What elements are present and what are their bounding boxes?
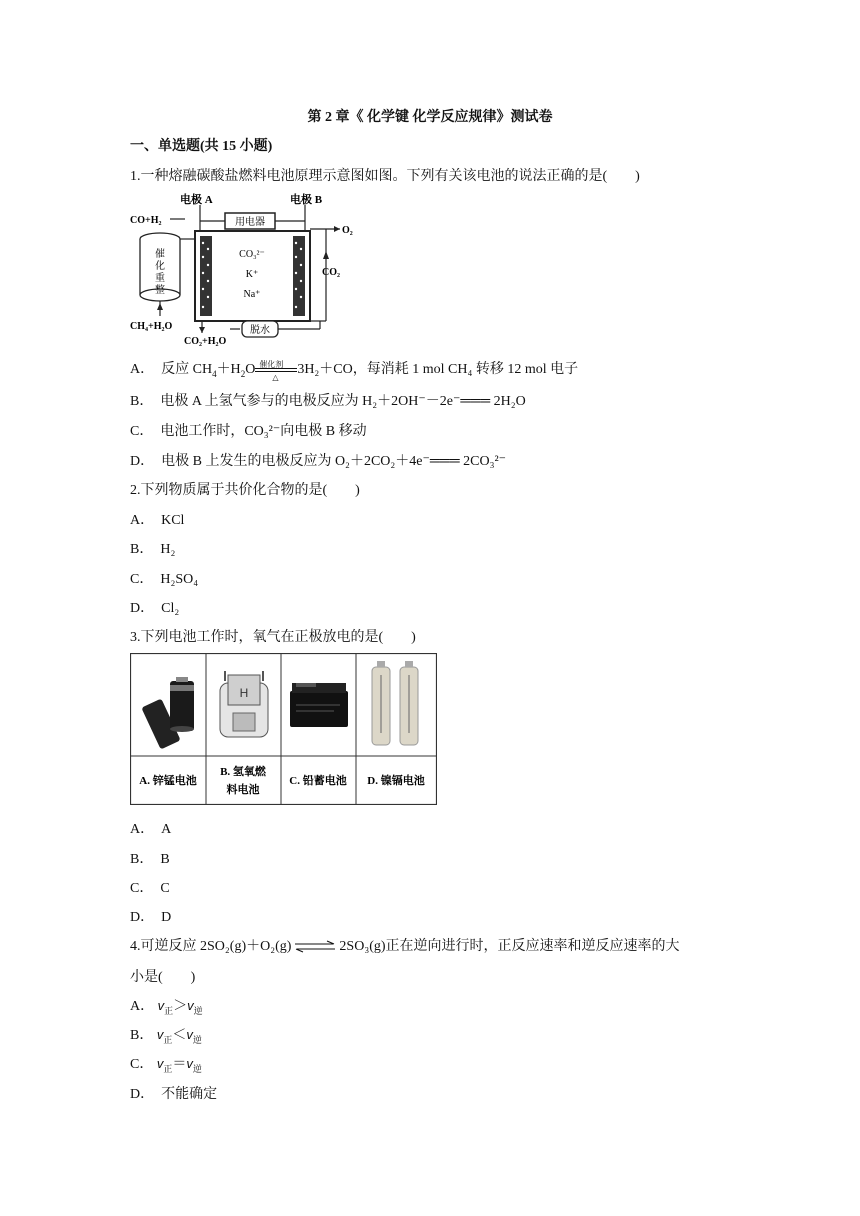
electrode-b-label: 电极 B bbox=[290, 194, 323, 206]
label-b-fuel-cell-line1: B. 氢氧燃 bbox=[220, 766, 266, 778]
q2-option-a: A． KCl bbox=[130, 513, 185, 528]
fuel-cell-svg bbox=[130, 191, 360, 347]
ion-co3: CO₃²⁻ bbox=[239, 249, 265, 260]
q1-option-a-prefix: A． 反应 CH bbox=[130, 362, 213, 377]
q1-stem: 1.一种熔融碳酸盐燃料电池原理示意图如图。下列有关该电池的说法正确的是( ) bbox=[130, 169, 640, 184]
q4-stem-part2: 2SO₃(g)正在逆向进行时，正反应速率和逆反应速率的大 bbox=[339, 939, 680, 954]
q4-stem-part1: 4.可逆反应 2SO₂(g)＋O₂(g) bbox=[130, 939, 292, 954]
v-symbol: v bbox=[156, 1027, 164, 1042]
operator-gt: ＞ bbox=[173, 999, 188, 1014]
svg-text:H: H bbox=[239, 686, 249, 700]
appliance-label: 用电器 bbox=[235, 217, 265, 228]
q2-option-d: D． Cl₂ bbox=[130, 601, 180, 616]
page-title: 第 2 章《 化学键 化学反应规律》测试卷 bbox=[307, 110, 553, 125]
label-a-zinc-manganese: A. 锌锰电池 bbox=[139, 775, 197, 787]
section-heading: 一、单选题(共 15 小题) bbox=[130, 139, 273, 154]
subscript-forward: 正 bbox=[164, 1005, 174, 1016]
q1-option-a-suffix: 3H₂＋CO，每消耗 1 mol CH₄ 转移 12 mol 电子 bbox=[297, 362, 579, 377]
q2-option-c: C． H₂SO₄ bbox=[130, 572, 199, 587]
q2-option-b: B． H₂ bbox=[130, 542, 176, 557]
v-symbol: v bbox=[157, 998, 165, 1013]
q4-stem-line2: 小是( ) bbox=[130, 970, 196, 985]
q1-option-c: C． 电池工作时，CO₃²⁻向电极 B 移动 bbox=[130, 424, 367, 439]
q3-stem: 3.下列电池工作时，氧气在正极放电的是( ) bbox=[130, 630, 416, 645]
q3-option-a: A． A bbox=[130, 822, 172, 837]
q4-option-b bbox=[130, 1024, 202, 1044]
subscript-reverse: 逆 bbox=[192, 1034, 202, 1045]
electrode-a-label: 电极 A bbox=[180, 194, 213, 206]
subscript-reverse: 逆 bbox=[193, 1005, 203, 1016]
catalyst-arrow bbox=[255, 359, 297, 382]
q4-option-d: D． 不能确定 bbox=[130, 1087, 218, 1102]
q1-option-d: D． 电极 B 上发生的电极反应为 O₂＋2CO₂＋4e⁻═══ 2CO₃²⁻ bbox=[130, 454, 507, 469]
reformer-char-4: 整 bbox=[155, 285, 165, 296]
subscript-forward: 正 bbox=[163, 1034, 173, 1045]
q4-option-a bbox=[130, 995, 203, 1015]
label-d-nickel-cadmium: D. 镍镉电池 bbox=[367, 775, 425, 787]
v-symbol: v bbox=[156, 1056, 164, 1071]
subscript-forward: 正 bbox=[163, 1063, 173, 1074]
catalyst-label: 催化剂 bbox=[259, 359, 284, 369]
co2-h2o-label: CO₂+H₂O bbox=[184, 336, 227, 347]
reformer-char-3: 重 bbox=[155, 273, 165, 284]
operator-lt: ＜ bbox=[172, 1028, 187, 1043]
ion-k: K⁺ bbox=[245, 269, 259, 280]
reversible-arrow-icon bbox=[293, 940, 337, 954]
electrode-b-plate bbox=[293, 236, 305, 316]
q3-battery-table bbox=[130, 653, 437, 805]
q4-stem-line1 bbox=[130, 935, 680, 955]
subscript-reverse: 逆 bbox=[192, 1063, 202, 1074]
ch4-h2o-label: CH₄+H₂O bbox=[130, 321, 173, 332]
lead-acid-battery-image bbox=[290, 683, 348, 727]
q4-option-b-prefix: B． bbox=[130, 1028, 154, 1043]
v-symbol: v bbox=[186, 1056, 193, 1071]
q1-option-a-mid: O bbox=[245, 362, 256, 377]
dehydrate-label: 脱水 bbox=[250, 325, 270, 336]
operator-eq: ＝ bbox=[172, 1057, 187, 1072]
label-b-fuel-cell-line2: 料电池 bbox=[226, 784, 260, 796]
v-symbol: v bbox=[187, 998, 194, 1013]
q3-option-c: C． C bbox=[130, 881, 170, 896]
q2-stem: 2.下列物质属于共价化合物的是( ) bbox=[130, 483, 360, 498]
ion-na: Na⁺ bbox=[243, 289, 261, 300]
o2-label: O₂ bbox=[342, 225, 353, 236]
q4-option-a-prefix: A． bbox=[130, 999, 155, 1014]
label-c-lead-acid: C. 铅蓄电池 bbox=[289, 775, 347, 787]
q1-option-b: B． 电极 A 上氢气参与的电极反应为 H₂＋2OH⁻－2e⁻═══ 2H₂O bbox=[130, 394, 526, 409]
co2-label: CO₂ bbox=[322, 267, 340, 278]
co-h2-label: CO+H₂ bbox=[130, 215, 162, 226]
v-symbol: v bbox=[186, 1027, 193, 1042]
heat-symbol: △ bbox=[272, 372, 279, 382]
q4-option-c-prefix: C． bbox=[130, 1057, 154, 1072]
reformer-char-1: 催 bbox=[155, 249, 165, 260]
reformer-char-2: 化 bbox=[155, 261, 165, 272]
q3-option-b: B． B bbox=[130, 852, 170, 867]
q1-option-a: A． 反应 $CH_4+H_2O$ 催化剂 △ 3H₂＋CO，每消耗 1 mol CH₄ 转移 12 mol 电子 bbox=[130, 359, 579, 382]
q4-option-c bbox=[130, 1053, 202, 1073]
electrode-a-plate bbox=[200, 236, 212, 316]
battery-table-svg bbox=[130, 653, 437, 805]
q1-fuel-cell-diagram bbox=[130, 191, 360, 347]
q3-option-d: D． D bbox=[130, 910, 172, 925]
